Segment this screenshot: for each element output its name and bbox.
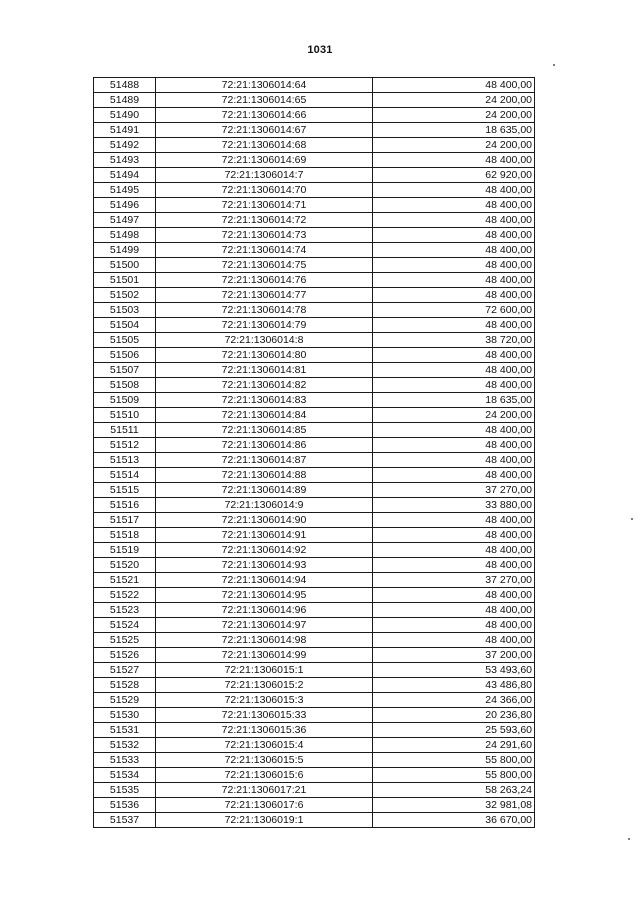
cadastral-number: 72:21:1306014:96 [156, 603, 373, 618]
cadastral-value: 48 400,00 [373, 513, 535, 528]
cadastral-number: 72:21:1306014:74 [156, 243, 373, 258]
cadastral-number: 72:21:1306014:81 [156, 363, 373, 378]
row-number: 51519 [94, 543, 156, 558]
scan-speck [553, 64, 555, 66]
table-row [94, 273, 535, 288]
row-number: 51534 [94, 768, 156, 783]
row-number: 51517 [94, 513, 156, 528]
row-number: 51507 [94, 363, 156, 378]
cadastral-value: 20 236,80 [373, 708, 535, 723]
cadastral-number: 72:21:1306014:83 [156, 393, 373, 408]
row-number: 51522 [94, 588, 156, 603]
row-number: 51495 [94, 183, 156, 198]
table-row [94, 363, 535, 378]
cadastral-value: 55 800,00 [373, 768, 535, 783]
page-number: 1031 [307, 44, 333, 56]
cadastral-value: 36 670,00 [373, 813, 535, 828]
cadastral-value: 48 400,00 [373, 468, 535, 483]
cadastral-value: 48 400,00 [373, 243, 535, 258]
cadastral-number: 72:21:1306014:88 [156, 468, 373, 483]
row-number: 51491 [94, 123, 156, 138]
table-row [94, 258, 535, 273]
cadastral-number: 72:21:1306019:1 [156, 813, 373, 828]
cadastral-number: 72:21:1306014:95 [156, 588, 373, 603]
table-row [94, 693, 535, 708]
table-row [94, 348, 535, 363]
scan-speck [628, 838, 630, 840]
cadastral-value: 24 200,00 [373, 108, 535, 123]
cadastral-number: 72:21:1306014:64 [156, 78, 373, 93]
table-row [94, 138, 535, 153]
cadastral-number: 72:21:1306015:1 [156, 663, 373, 678]
cadastral-number: 72:21:1306014:86 [156, 438, 373, 453]
table-row [94, 768, 535, 783]
table-row [94, 243, 535, 258]
table-row [94, 603, 535, 618]
row-number: 51513 [94, 453, 156, 468]
cadastral-value: 25 593,60 [373, 723, 535, 738]
cadastral-value: 48 400,00 [373, 348, 535, 363]
cadastral-value: 48 400,00 [373, 258, 535, 273]
table-body [94, 78, 535, 828]
row-number: 51504 [94, 318, 156, 333]
cadastral-number: 72:21:1306014:70 [156, 183, 373, 198]
row-number: 51533 [94, 753, 156, 768]
cadastral-value: 48 400,00 [373, 288, 535, 303]
table-row [94, 423, 535, 438]
row-number: 51526 [94, 648, 156, 663]
row-number: 51493 [94, 153, 156, 168]
row-number: 51527 [94, 663, 156, 678]
cadastral-value: 48 400,00 [373, 618, 535, 633]
cadastral-number: 72:21:1306015:5 [156, 753, 373, 768]
table-row [94, 813, 535, 828]
table-row [94, 738, 535, 753]
row-number: 51510 [94, 408, 156, 423]
cadastral-number: 72:21:1306014:85 [156, 423, 373, 438]
row-number: 51537 [94, 813, 156, 828]
row-number: 51514 [94, 468, 156, 483]
cadastral-number: 72:21:1306014:9 [156, 498, 373, 513]
row-number: 51501 [94, 273, 156, 288]
table-row [94, 153, 535, 168]
table-row [94, 333, 535, 348]
cadastral-value: 53 493,60 [373, 663, 535, 678]
cadastral-value: 58 263,24 [373, 783, 535, 798]
cadastral-value: 48 400,00 [373, 363, 535, 378]
row-number: 51509 [94, 393, 156, 408]
row-number: 51525 [94, 633, 156, 648]
cadastral-value: 33 880,00 [373, 498, 535, 513]
cadastral-value: 38 720,00 [373, 333, 535, 348]
cadastral-number: 72:21:1306014:77 [156, 288, 373, 303]
cadastral-value: 24 200,00 [373, 408, 535, 423]
cadastral-number: 72:21:1306014:7 [156, 168, 373, 183]
table-row [94, 393, 535, 408]
table-row [94, 528, 535, 543]
table-row [94, 783, 535, 798]
table-row [94, 198, 535, 213]
cadastral-value: 43 486,80 [373, 678, 535, 693]
cadastral-value: 37 270,00 [373, 573, 535, 588]
table-row [94, 753, 535, 768]
row-number: 51532 [94, 738, 156, 753]
cadastral-number: 72:21:1306014:8 [156, 333, 373, 348]
cadastral-value: 48 400,00 [373, 558, 535, 573]
table-row [94, 468, 535, 483]
cadastral-number: 72:21:1306014:69 [156, 153, 373, 168]
table-row [94, 183, 535, 198]
row-number: 51529 [94, 693, 156, 708]
table-row [94, 123, 535, 138]
cadastral-number: 72:21:1306014:92 [156, 543, 373, 558]
cadastral-number: 72:21:1306014:65 [156, 93, 373, 108]
cadastral-number: 72:21:1306014:97 [156, 618, 373, 633]
cadastral-value: 18 635,00 [373, 123, 535, 138]
cadastral-value: 37 270,00 [373, 483, 535, 498]
cadastral-number: 72:21:1306015:3 [156, 693, 373, 708]
cadastral-value: 24 366,00 [373, 693, 535, 708]
row-number: 51496 [94, 198, 156, 213]
row-number: 51490 [94, 108, 156, 123]
row-number: 51530 [94, 708, 156, 723]
row-number: 51520 [94, 558, 156, 573]
table-row [94, 573, 535, 588]
row-number: 51528 [94, 678, 156, 693]
cadastral-number: 72:21:1306015:36 [156, 723, 373, 738]
row-number: 51515 [94, 483, 156, 498]
row-number: 51499 [94, 243, 156, 258]
cadastral-value: 48 400,00 [373, 603, 535, 618]
cadastral-value: 48 400,00 [373, 228, 535, 243]
cadastral-number: 72:21:1306014:76 [156, 273, 373, 288]
cadastral-value: 48 400,00 [373, 588, 535, 603]
row-number: 51503 [94, 303, 156, 318]
table-row [94, 663, 535, 678]
cadastral-number: 72:21:1306014:89 [156, 483, 373, 498]
table-row [94, 678, 535, 693]
cadastral-number: 72:21:1306014:73 [156, 228, 373, 243]
row-number: 51502 [94, 288, 156, 303]
row-number: 51497 [94, 213, 156, 228]
cadastral-value-table [93, 77, 535, 828]
table-row [94, 633, 535, 648]
cadastral-number: 72:21:1306014:75 [156, 258, 373, 273]
row-number: 51505 [94, 333, 156, 348]
table-row [94, 408, 535, 423]
cadastral-number: 72:21:1306014:80 [156, 348, 373, 363]
cadastral-value: 24 291,60 [373, 738, 535, 753]
table-row [94, 228, 535, 243]
cadastral-number: 72:21:1306015:2 [156, 678, 373, 693]
cadastral-value: 48 400,00 [373, 318, 535, 333]
table-row [94, 78, 535, 93]
cadastral-value: 24 200,00 [373, 93, 535, 108]
table-row [94, 318, 535, 333]
cadastral-number: 72:21:1306014:72 [156, 213, 373, 228]
cadastral-number: 72:21:1306014:91 [156, 528, 373, 543]
cadastral-number: 72:21:1306014:87 [156, 453, 373, 468]
row-number: 51500 [94, 258, 156, 273]
row-number: 51494 [94, 168, 156, 183]
row-number: 51536 [94, 798, 156, 813]
row-number: 51498 [94, 228, 156, 243]
cadastral-value: 48 400,00 [373, 453, 535, 468]
cadastral-value: 55 800,00 [373, 753, 535, 768]
cadastral-value: 24 200,00 [373, 138, 535, 153]
cadastral-number: 72:21:1306017:6 [156, 798, 373, 813]
cadastral-value: 48 400,00 [373, 423, 535, 438]
row-number: 51531 [94, 723, 156, 738]
cadastral-number: 72:21:1306014:82 [156, 378, 373, 393]
cadastral-number: 72:21:1306014:66 [156, 108, 373, 123]
cadastral-number: 72:21:1306014:84 [156, 408, 373, 423]
table-row [94, 708, 535, 723]
cadastral-value: 37 200,00 [373, 648, 535, 663]
table-row [94, 723, 535, 738]
scan-speck [631, 518, 633, 520]
table-row [94, 93, 535, 108]
row-number: 51508 [94, 378, 156, 393]
table-row [94, 438, 535, 453]
row-number: 51516 [94, 498, 156, 513]
cadastral-number: 72:21:1306014:68 [156, 138, 373, 153]
table-row [94, 108, 535, 123]
table-row [94, 303, 535, 318]
row-number: 51523 [94, 603, 156, 618]
cadastral-value: 72 600,00 [373, 303, 535, 318]
row-number: 51492 [94, 138, 156, 153]
cadastral-number: 72:21:1306014:94 [156, 573, 373, 588]
cadastral-value: 48 400,00 [373, 633, 535, 648]
table-row [94, 168, 535, 183]
cadastral-value: 48 400,00 [373, 528, 535, 543]
cadastral-value: 48 400,00 [373, 153, 535, 168]
row-number: 51511 [94, 423, 156, 438]
row-number: 51488 [94, 78, 156, 93]
cadastral-value: 62 920,00 [373, 168, 535, 183]
cadastral-value: 48 400,00 [373, 198, 535, 213]
cadastral-number: 72:21:1306014:99 [156, 648, 373, 663]
cadastral-number: 72:21:1306014:98 [156, 633, 373, 648]
cadastral-value: 18 635,00 [373, 393, 535, 408]
cadastral-number: 72:21:1306014:78 [156, 303, 373, 318]
cadastral-value: 48 400,00 [373, 213, 535, 228]
cadastral-number: 72:21:1306015:6 [156, 768, 373, 783]
scan-speck [533, 376, 535, 378]
table-row [94, 648, 535, 663]
cadastral-value: 48 400,00 [373, 273, 535, 288]
table-row [94, 498, 535, 513]
cadastral-value: 48 400,00 [373, 183, 535, 198]
cadastral-value: 48 400,00 [373, 438, 535, 453]
cadastral-number: 72:21:1306015:33 [156, 708, 373, 723]
cadastral-value: 32 981,08 [373, 798, 535, 813]
table-row [94, 798, 535, 813]
cadastral-number: 72:21:1306014:90 [156, 513, 373, 528]
cadastral-number: 72:21:1306017:21 [156, 783, 373, 798]
row-number: 51512 [94, 438, 156, 453]
cadastral-value: 48 400,00 [373, 543, 535, 558]
row-number: 51521 [94, 573, 156, 588]
cadastral-value: 48 400,00 [373, 378, 535, 393]
table-row [94, 558, 535, 573]
table-row [94, 213, 535, 228]
table-row [94, 288, 535, 303]
row-number: 51518 [94, 528, 156, 543]
cadastral-number: 72:21:1306014:67 [156, 123, 373, 138]
cadastral-number: 72:21:1306014:79 [156, 318, 373, 333]
table-row [94, 543, 535, 558]
table-row [94, 453, 535, 468]
cadastral-number: 72:21:1306014:93 [156, 558, 373, 573]
cadastral-value: 48 400,00 [373, 78, 535, 93]
table-row [94, 588, 535, 603]
table-row [94, 618, 535, 633]
table-row [94, 378, 535, 393]
row-number: 51489 [94, 93, 156, 108]
row-number: 51535 [94, 783, 156, 798]
row-number: 51524 [94, 618, 156, 633]
table-row [94, 513, 535, 528]
row-number: 51506 [94, 348, 156, 363]
cadastral-number: 72:21:1306015:4 [156, 738, 373, 753]
cadastral-number: 72:21:1306014:71 [156, 198, 373, 213]
table-row [94, 483, 535, 498]
